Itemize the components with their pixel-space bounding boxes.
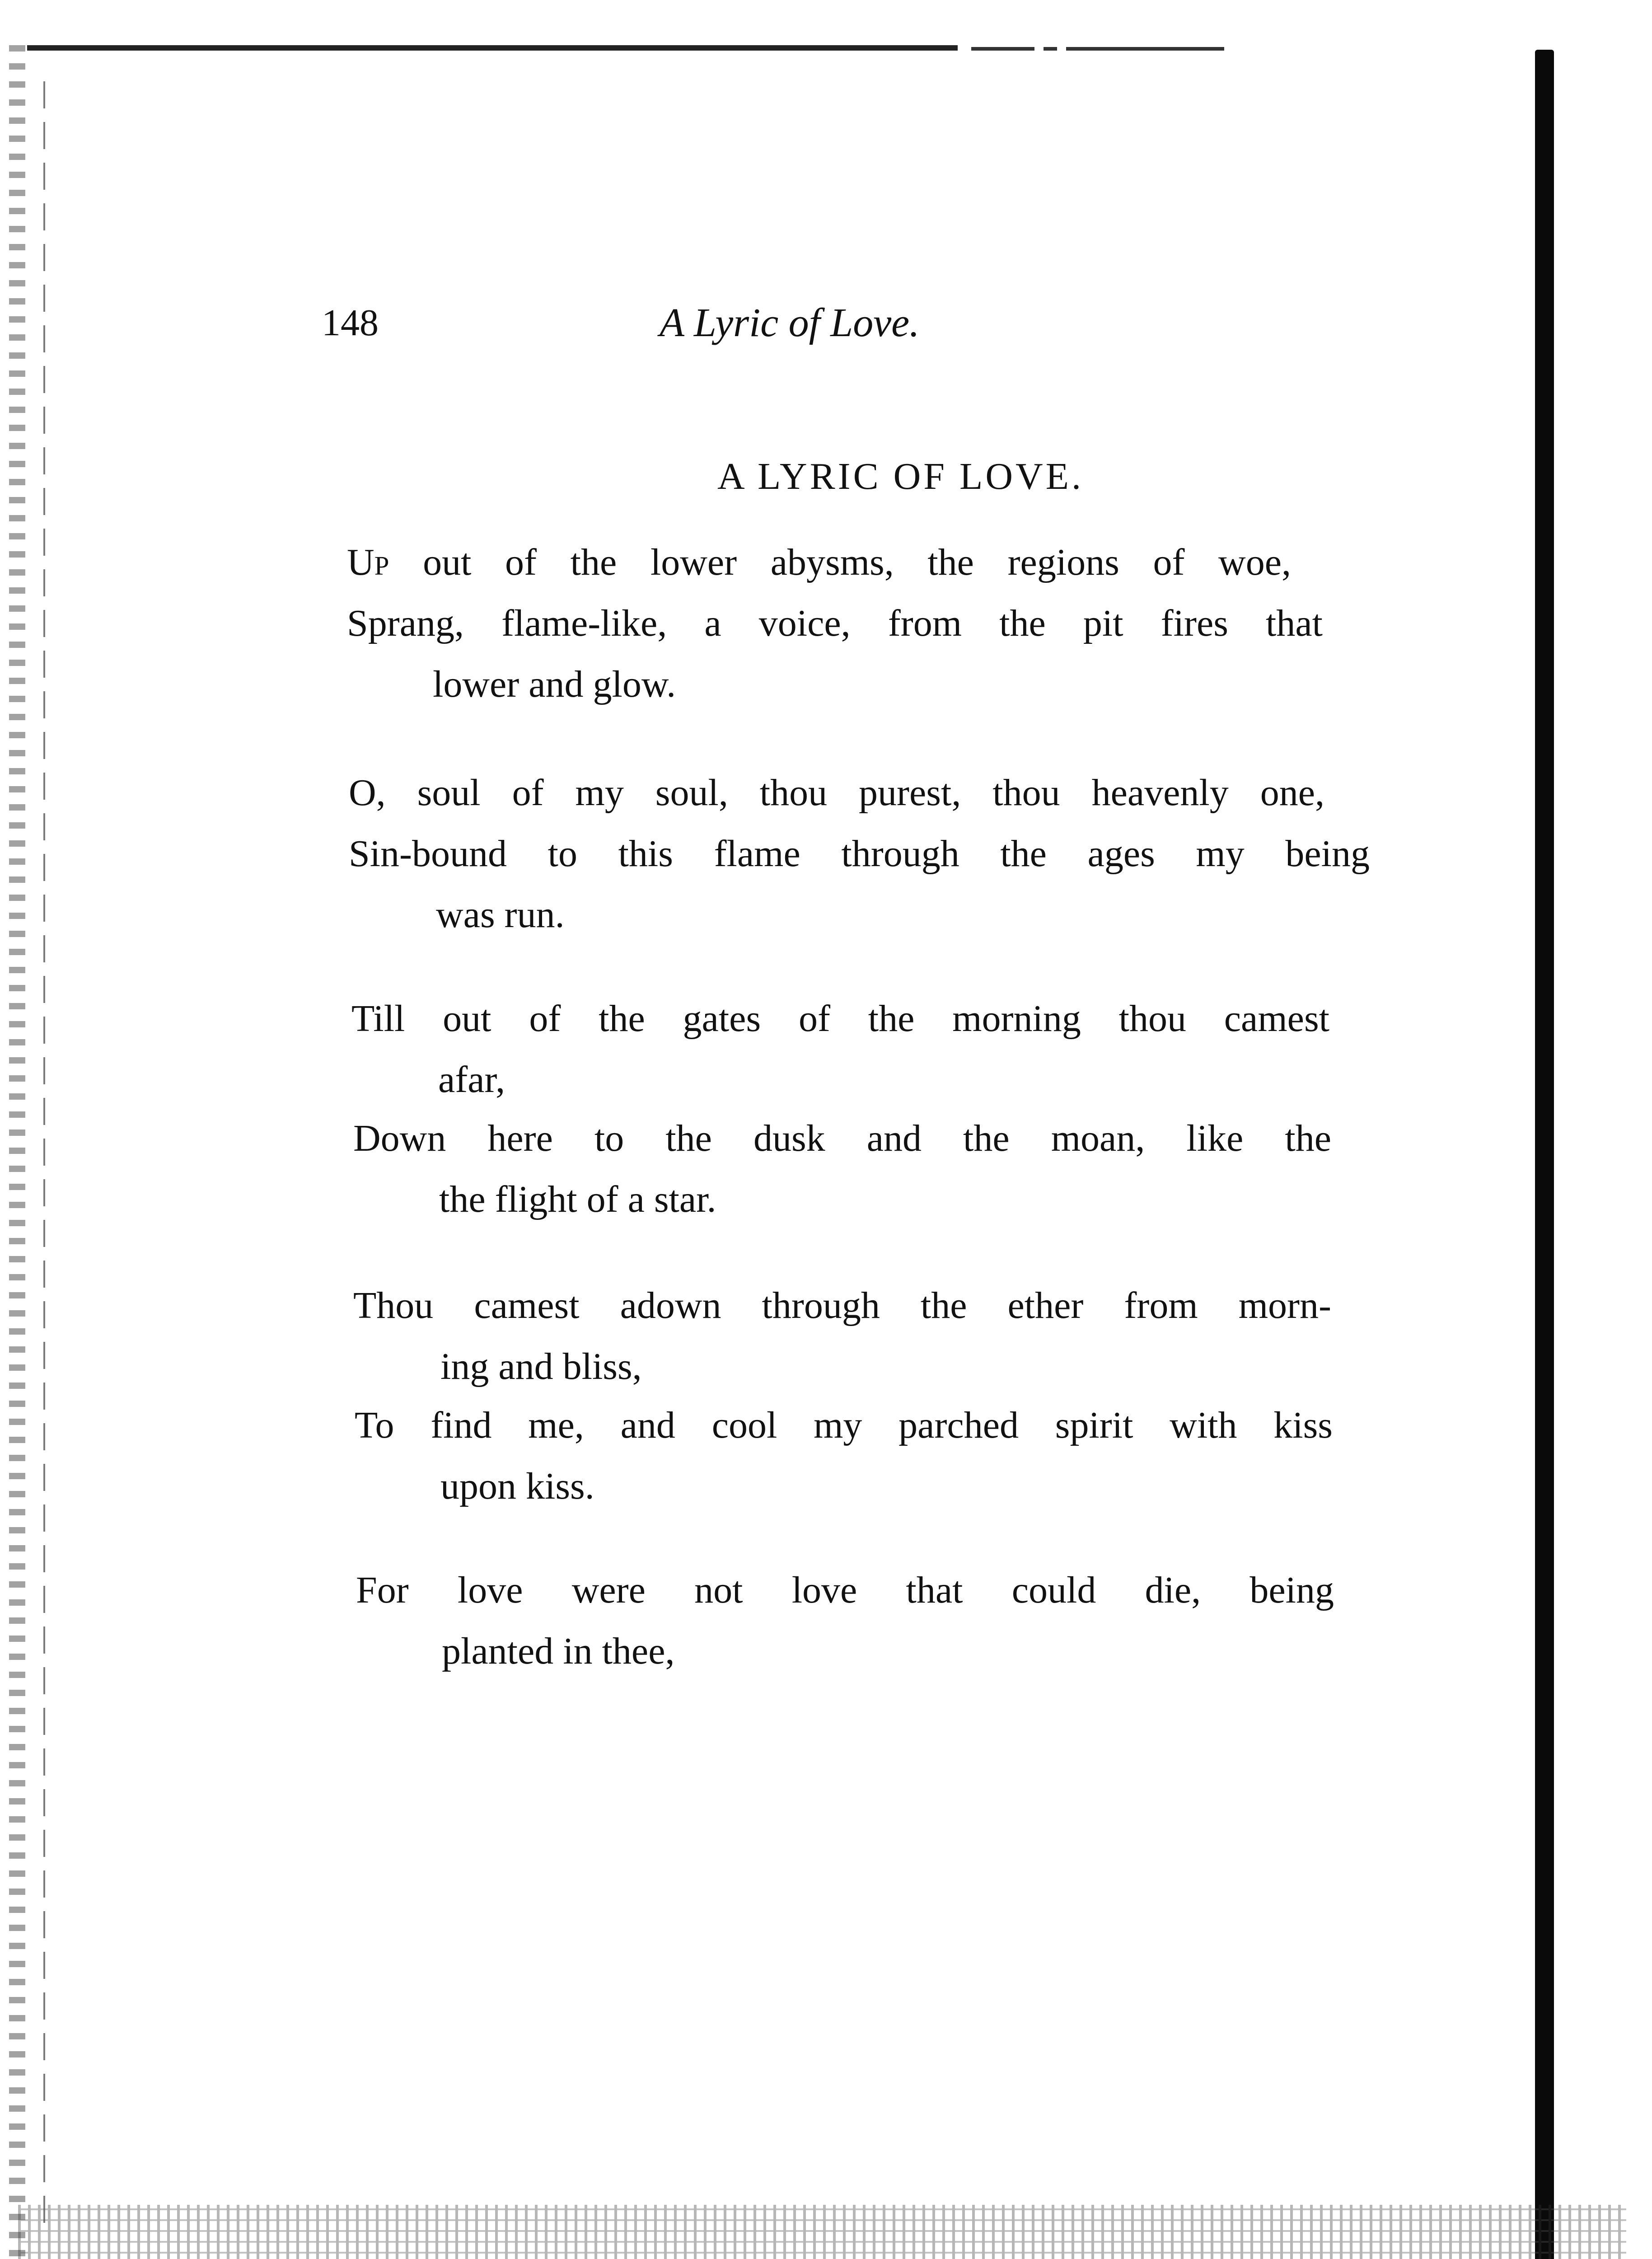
top-border-dash: [1044, 47, 1057, 51]
top-border-rule: [27, 45, 958, 51]
poem-title: A LYRIC OF LOVE.: [717, 455, 1084, 497]
poem-line: upon kiss.: [440, 1465, 594, 1507]
poem-line: afar,: [438, 1059, 505, 1101]
poem-line: Sprang, flame-like, a voice, from the pit fires that: [347, 602, 1323, 644]
page-number: 148: [322, 302, 379, 344]
poem-line: the flight of a star.: [439, 1178, 716, 1220]
top-border-dash: [971, 47, 1034, 51]
right-scan-shadow: [1535, 50, 1554, 2259]
poem-line: ing and bliss,: [440, 1345, 642, 1387]
poem-line: For love were not love that could die, being: [356, 1569, 1334, 1611]
poem-line: Up out of the lower abysms, the regions of woe,: [347, 541, 1291, 583]
poem-line: To find me, and cool my parched spirit with kiss: [355, 1404, 1333, 1446]
left-binding-line: [43, 81, 45, 2232]
poem-line: Thou camest adown through the ether from morn-: [353, 1284, 1331, 1326]
poem-line: Sin-bound to this flame through the ages my being: [349, 833, 1370, 875]
left-binding-edge: [9, 45, 25, 2259]
top-border-dash: [1066, 47, 1224, 51]
poem-line: lower and glow.: [433, 663, 676, 705]
poem-line: Till out of the gates of the morning thou camest: [351, 998, 1329, 1040]
poem-line: was run.: [436, 894, 565, 936]
poem-line: O, soul of my soul, thou purest, thou heavenly one,: [349, 772, 1324, 814]
running-title: A Lyric of Love.: [660, 300, 920, 345]
bottom-scan-noise: [18, 2205, 1626, 2259]
poem-line: planted in thee,: [442, 1630, 675, 1672]
poem-line: Down here to the dusk and the moan, like the: [353, 1117, 1331, 1159]
